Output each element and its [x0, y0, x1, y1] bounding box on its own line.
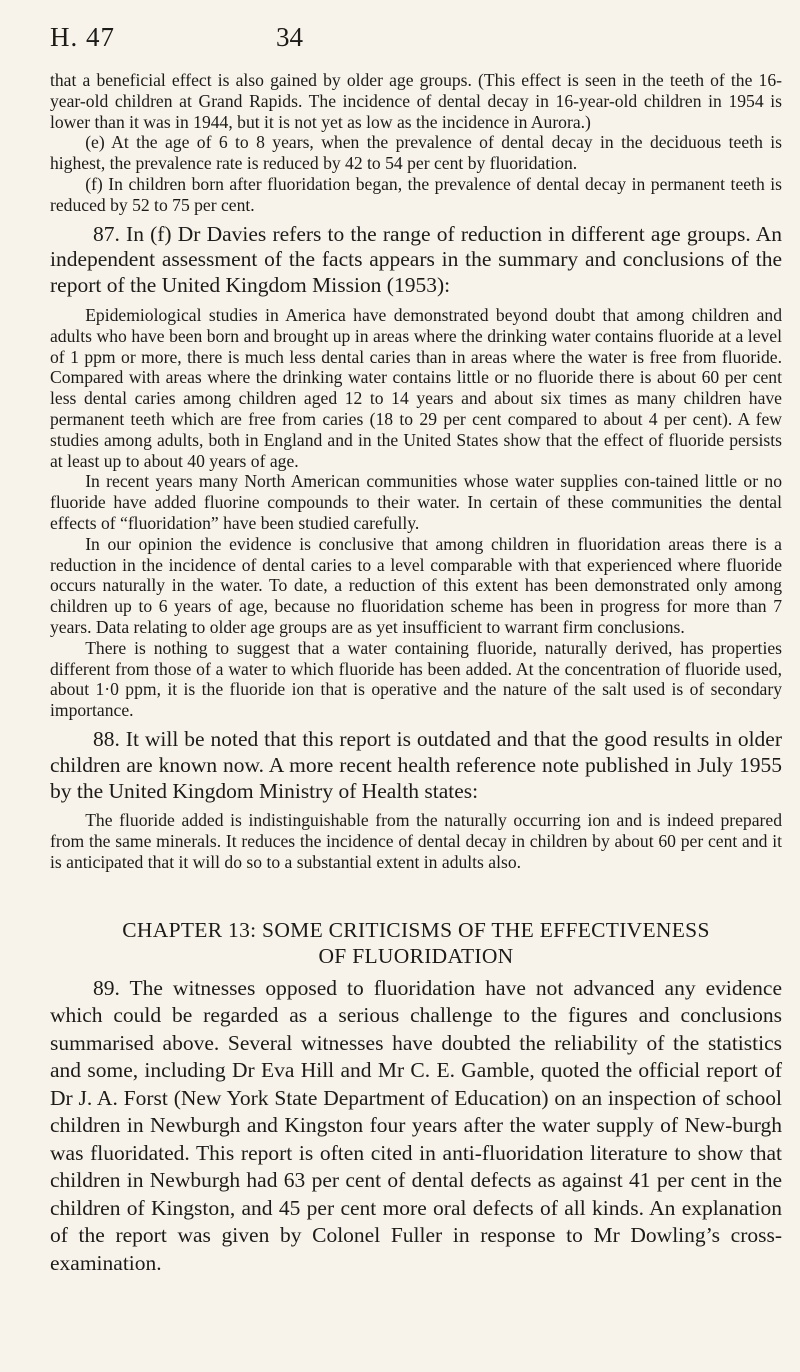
report-code: H. 47	[50, 22, 115, 52]
page-number: 34	[276, 22, 303, 52]
paragraph-89: 89. The witnesses opposed to fluoridation have not advanced any evidence which could be regarded as a serious challenge to the figures and conclusions summarised above. Several witnesses have doubted the reliability of the statistics and some, including Dr Eva Hill and Mr C. E. Gamble, quoted the official report of Dr J. A. Forst (New York State Department of Education) on an inspection of school children in Newburgh and Kingston four years after the water supply of New-burgh was fluoridated. This report is often cited in anti-fluoridation literature to show that children in Newburgh had 63 per cent of dental defects as against 41 per cent in the children of Kingston, and 45 per cent more oral defects of all kinds. An explanation of the report was given by Colonel Fuller in response to Mr Dowling’s cross-examination.	[50, 975, 782, 1275]
intro-paragraph: that a beneficial effect is also gained by older age groups. (This effect is seen in the teeth of the 16-year-old children at Grand Rapids. The incidence of dental decay in 16-year-old children in 1954 is lower than it was in 1944, but it is not yet as low as the incidence in Aurora.)	[50, 70, 782, 132]
page-header	[50, 22, 782, 52]
paragraph-87: 87. In (f) Dr Davies refers to the range of reduction in different age groups. An independent assessment of the facts appears in the summary and conclusions of the report of the United Kingdom Mission (1953):	[50, 221, 782, 298]
paragraph-88: 88. It will be noted that this report is outdated and that the good results in older children are known now. A more recent health reference note published in July 1955 by the United Kingdom Ministry of Health states:	[50, 726, 782, 803]
quote-87-4: There is nothing to suggest that a water containing fluoride, naturally derived, has properties different from those of a water to which fluoride has been added. At the concentration of fluoride used, about 1·0 ppm, it is the fluoride ion that is operative and the nature of the salt used is of secondary importance.	[50, 637, 782, 721]
page-body	[50, 70, 782, 1277]
chapter-heading-line1: CHAPTER 13: SOME CRITICISMS OF THE EFFECTIVENESS	[122, 917, 710, 942]
quote-87-1: Epidemiological studies in America have demonstrated beyond doubt that among children and adults who have been born and brought up in areas where the drinking water contains fluoride at a level of 1 ppm or more, there is much less dental caries than in areas where the water is free from fluoride. Compared with areas where the drinking water contains little or no fluoride there is about 60 per cent less dental caries among children aged 12 to 14 years and about six times as many children have permanent teeth which are free from caries (18 to 29 per cent compared to about 4 per cent). A few studies among adults, both in England and in the United States show that the effect of fluoride persists at least up to about 40 years of age.	[50, 304, 782, 471]
finding-e: (e) At the age of 6 to 8 years, when the prevalence of dental decay in the deciduous teeth is highest, the prevalence rate is reduced by 42 to 54 per cent by fluoridation.	[50, 132, 782, 174]
quote-87-2: In recent years many North American communities whose water supplies con-tained little or no fluoride have added fluorine compounds to their water. In certain of these communities the dental effects of “fluoridation” have been studied carefully.	[50, 471, 782, 533]
quote-87-3: In our opinion the evidence is conclusive that among children in fluoridation areas there is a reduction in the incidence of dental caries to a level comparable with that experienced where fluoride occurs naturally in the water. To date, a reduction of this extent has been demonstrated only among children up to 6 years of age, because no fluoridation scheme has been in progress for more than 7 years. Data relating to older age groups are as yet insufficient to warrant firm conclusions.	[50, 533, 782, 637]
finding-f: (f) In children born after fluoridation began, the prevalence of dental decay in permanent teeth is reduced by 52 to 75 per cent.	[50, 173, 782, 215]
chapter-heading-line2: OF FLUORIDATION	[318, 943, 514, 968]
quote-88: The fluoride added is indistinguishable from the naturally occurring ion and is indeed prepared from the same minerals. It reduces the incidence of dental decay in children by about 60 per cent and it is anticipated that it will do so to a substantial extent in adults also.	[50, 810, 782, 872]
